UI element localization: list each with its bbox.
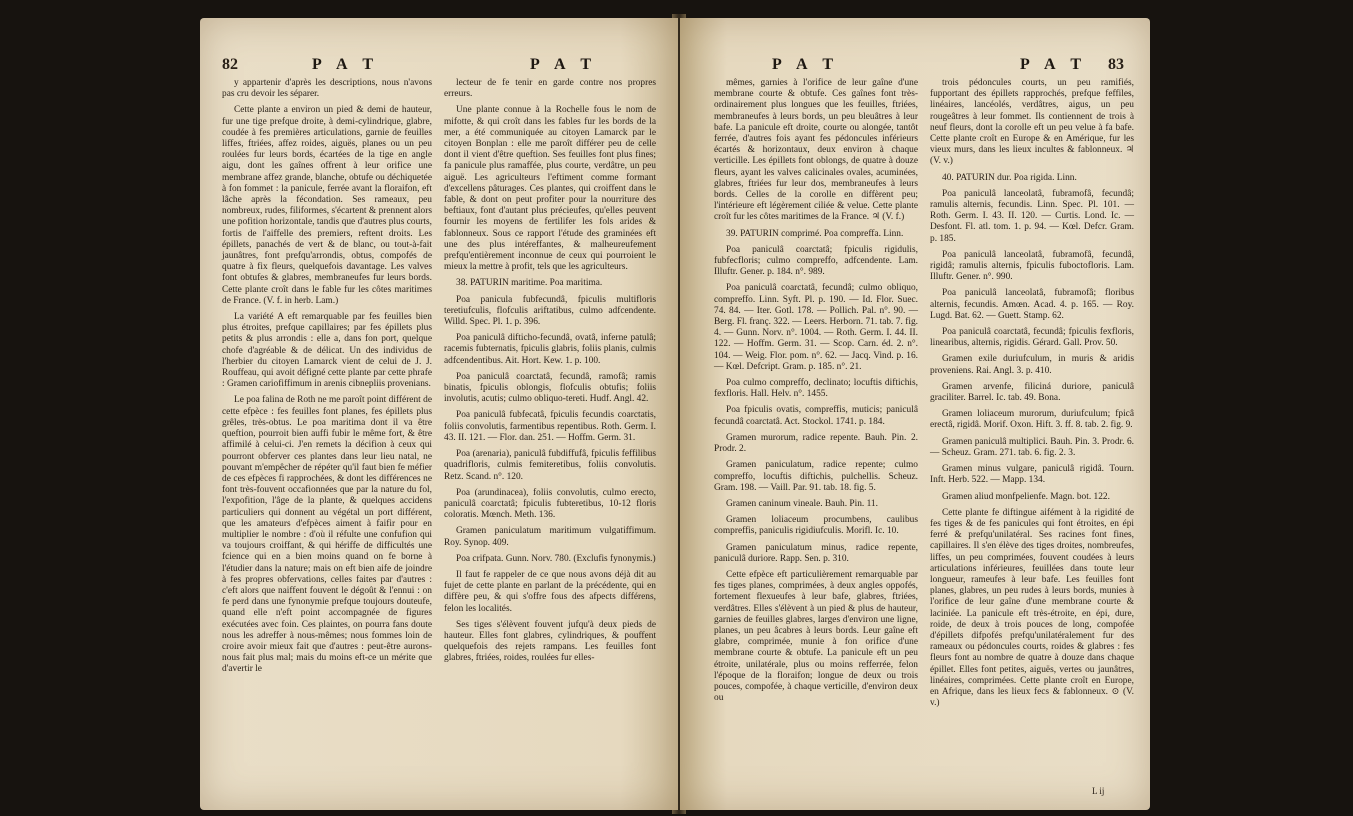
paragraph: Gramen paniculatum, radice repente; culmo compreffo, locuftis diftichis, pulchellis. Scheuz. Gram. 198. — Vaill. Par. 91. tab. 18. fig. 5. [714, 460, 918, 493]
paragraph: Poa (arenaria), paniculâ fubdiffufâ, fpiculis feffilibus quadrifloris, culmis femiteretibus, foliis convolutis. Retz. Scand. n°. 120. [444, 449, 656, 482]
paragraph: Gramen paniculatum maritimum vulgatiffimum. Roy. Synop. 409. [444, 526, 656, 548]
paragraph: Poa paniculâ coarctatâ; fpiculis rigidulis, fubfecfloris; culmo compreffo, adfcendente. Lam. Illuftr. Gener. p. 184. n°. 989. [714, 244, 918, 278]
paragraph: Gramen loliaceum procumbens, caulibus compreffis, paniculis rigidiufculis. Morifl. Ic. 10. [714, 515, 918, 537]
paragraph: Gramen arvenfe, filiciná duriore, paniculâ graciliter. Barrel. Ic. tab. 49. Bona. [930, 381, 1134, 404]
paragraph: Gramen paniculatum minus, radice repente, paniculâ duriore. Rapp. Sen. p. 310. [714, 542, 918, 564]
paragraph: Poa paniculâ difticho-fecundâ, ovatâ, inferne patulâ; racemis fubternatis, fpiculis glabris, foliis planis, culmis adfcendentibus. Ait. Hort. Kew. 1. p. 100. [444, 333, 656, 366]
right-folio: 83 [1108, 56, 1124, 73]
left-running-title-a: P A T [312, 56, 380, 73]
paragraph: La variété A eft remarquable par fes feuilles bien plus étroites, prefque capillaires; par fes épillets plus petits & plus arrondis : elle a, dans fon port, quelque chofe d'agréable & de délicat. Un des individus de l'herbier du citoyen Lamarck vient de celui de J. J. Rouffeau, qui avoit défigné cette plante par cette phrafe : Gramen cariofiffimum in arenis cibnepliis provenians. [222, 312, 432, 390]
paragraph: Poa paniculâ lanceolatâ, fubramofâ; floribus alternis, fecundis. Amœn. Acad. 4. p. 165. — Roy. Lugd. Bat. 62. — Guett. Stamp. 62. [930, 288, 1134, 321]
paragraph: Poa paniculâ coarctatâ, fecundâ, ramofâ; ramis binatis, fpiculis oblongis, flofculis obtufis; foliis involutis, acutis; culmo obliquo-tereti. Hudf. Angl. 42. [444, 371, 656, 405]
paragraph: Poa paniculâ coarctatâ, fecundâ; culmo obliquo, compreffo. Linn. Syft. Pl. p. 190. — Id. Flor. Suec. 74. 84. — Iter. Gotl. 178. — Pollich. Pal. n°. 90. — Berg. Fl. franç. 322. — Leers. Herborn. 71. tab. 7. fig. 4. — Gunn. Norv. n°. 1004. — Roth. Germ. I. 44. II. 122. — Hoffm. Germ. 31. — Scop. Carn. éd. 2. n°. 104. — Weig. Flor. pom. n°. 62. — Jacq. Vind. p. 16. — Kœl. Defcript. Gram. p. 185. n°. 21. [714, 283, 918, 372]
right-running-title-a: P A T [772, 56, 840, 73]
paragraph: Poa paniculâ coarctatâ, fecundâ; fpiculis fexfloris, linearibus, alternis, rigidis. Gérard. Gall. Prov. 50. [930, 327, 1134, 349]
paragraph: trois pédoncules courts, un peu ramifiés, fupportant des épillets rapprochés, prefque feffiles, linéaires, lancéolés, verdâtres, aigus, un peu rougeâtres à leur fommet. Ils contiennent de trois à neuf fleurs, dont la corolle eft un peu velue à fa bafe. Cette plante croît en Europe & en Amérique, fur les vieux murs, dans les lieux incultes & fablonneux. ♃ (V. v.) [930, 78, 1134, 167]
left-running-title-b: P A T [530, 56, 598, 73]
left-column-2 [444, 78, 656, 670]
right-page [680, 18, 1150, 810]
left-column-1 [222, 78, 432, 681]
right-running-title-b: P A T [1020, 56, 1088, 73]
right-column-2 [930, 78, 1134, 714]
signature-mark: L ij [1092, 786, 1105, 796]
paragraph: Poa paniculâ lanceolatâ, fubramofâ, fecundâ; ramulis alternis, fecundis. Linn. Spec. Pl. 101. — Roth. Germ. I. 43. II. 120. — Curtis. Lond. Ic. — Desfont. Fl. atl. tom. 1. p. 94. — Kœl. Defcr. Gram. p. 185. [930, 188, 1134, 244]
paragraph: Poa panicula fubfecundâ, fpiculis multifloris teretiufculis, flofculis ariftatibus, culmo adfcendente. Willd. Spec. Pl. 1. p. 396. [444, 294, 656, 328]
paragraph: Poa paniculâ fubfecatâ, fpiculis fecundis coarctatis, foliis convolutis, farmentibus repentibus. Roth. Germ. I. 43. II. 121. — Flor. dan. 251. — Hoffm. Germ. 31. [444, 410, 656, 443]
paragraph: Poa (arundinacea), foliis convolutis, culmo erecto, paniculâ coarctatâ; fpiculis fubteretibus, 10-12 floris coloratis. Mœnch. Meth. 136. [444, 487, 656, 521]
paragraph: Gramen caninum vineale. Bauh. Pin. 11. [726, 498, 878, 509]
paragraph: lecteur de fe tenir en garde contre nos propres erreurs. [444, 78, 656, 100]
right-column-1 [714, 78, 918, 709]
paragraph: Le poa falina de Roth ne me paroît point différent de cette efpèce : fes feuilles font planes, fes épillets plus grêles, très-obtus. Le poa maritima dont il va être queftion, pourroit bien auffi fubir le même fort, & être affimilé à celui-ci. J'en remets la décifion à ceux qui pourront obferver ces plantes dans leur lieu natal, ne pouvant m'empêcher de répéter qu'il faut bien fe méfier de ces efpèces fi rapprochées, & dont les différences ne font très-fouvent occafionnées que par la nature du fol, l'expofition, l'âge de la plante, & quelques accidens particuliers qui donnent au végétal un port différent, que les amateurs d'efpèces aiment à faifir pour en multiplier le nombre : d'où il réfulte une confufion qui va toujours croiffant, & qui hériffe de difficultés une fcience qui en a bien moins quand on fe borne à l'étudier dans la nature; mais on eft bien aife de joindre à fes propres obfervations, celles faites par d'autres : c'eft alors que naiffent fouvent le dégoût & l'ennui : on fe perd dans une fynonymie prefque toujours douteufe, quand elle n'eft point accompagnée de figures exécutées avec foin. Ces plaintes, on pourra fans doute nous les adreffer à nous-mêmes; nous fommes loin de croire avoir mieux fait que d'autres : peut-être aurons-nous fait plus mal; mais du moins eft-ce un mérite que d'avertir le [222, 395, 432, 675]
paragraph: 38. PATURIN maritime. Poa maritima. [456, 278, 603, 289]
paragraph: Il faut fe rappeler de ce que nous avons déjà dit au fujet de cette plante en parlant de la précédente, qui en diffère peu, & qui s'offre fous des afpects différens, felon les localités. [444, 569, 656, 614]
paragraph: mêmes, garnies à l'orifice de leur gaîne d'une membrane courte & obtufe. Ces gaînes font très-ordinairement plus longues que les feuilles, ftriées, membraneufes à leurs bords, un peu bleuâtres à leur bafe. La panicule eft droite, courte ou alongée, tantôt ferrée, d'autres fois ayant fes pédoncules inférieurs écartés & horizontaux, deux environ à chaque verticille. Les épillets font oblongs, de quatre à douze fleurs, ayant les valves calicinales ovales, acuminées, glabres, ftriées fur leur dos, membraneufes à leurs bords. Celles de la corolle en diffèrent peu; l'intérieure eft légèrement ciliée & velue. Cette plante croît fur les côtes maritimes de la France. ♃ (V. f.) [714, 78, 918, 223]
paragraph: Gramen minus vulgare, paniculâ rigidâ. Tourn. Inft. Herb. 522. — Mapp. 134. [930, 464, 1134, 486]
paragraph: Une plante connue à la Rochelle fous le nom de mifotte, & qui croît dans les fables fur les bords de la mer, a été communiquée au citoyen Lamarck par le citoyen Bonplan : elle me paroît différer peu de celle dont il vient d'être queftion. Ses feuilles font plus fines; fa panicule plus ramaffée, plus courte, verdâtre, un peu aiguë. Les agriculteurs l'eftiment comme formant d'excellens pâturages. Ces plantes, qui croiffent dans le fable, & dont on peut profiter pour la nourriture des beftiaux, font d'autant plus précieufes, qu'elles peuvent fournir les moyens de fertilifer les fols arides & fablonneux. Sous ce rapport l'étude des graminées eft une des plus intéreffantes, & malheureufement prefqu'entièrement inconnue de ceux qui pourroient le mieux la mettre à profit, tels que les agriculteurs. [444, 105, 656, 273]
paragraph: Poa culmo compreffo, declinato; locuftis diftichis, fexfloris. Hall. Helv. n°. 1455. [714, 378, 918, 400]
paragraph: 39. PATURIN comprimé. Poa compreffa. Linn. [726, 228, 904, 239]
paragraph: 40. PATURIN dur. Poa rigida. Linn. [942, 172, 1077, 183]
paragraph: Cette plante fe diftingue aifément à la rigidité de fes tiges & de fes panicules qui font étroites, en épi ferré & prefqu'unilatéral. Ses racines font fines, capillaires. Il s'en élève des tiges droites, nombreufes, liffes, un peu comprimées, fouvent coudées à leurs articulations inférieures, feuillées dans toute leur longueur, rameufes à leur bafe. Les feuilles font planes, glabres, un peu rudes à leurs bords, munies à l'orifice de leur gaîne d'une membrane courte & laciniée. La panicule eft très-étroite, en épi, dure, roide, de deux à trois pouces de long, compofée d'épillets difpofés prefqu'unilatéralement fur des rameaux ou pédoncules courts, roides & glabres : fes fleurs font au nombre de quatre à douze dans chaque épillet. Elles font petites, aiguës, vertes ou jaunâtres, linéaires, comprimées. Cette plante croît en Europe, en Afrique, dans les lieux fecs & fablonneux. ⊙ (V. v.) [930, 507, 1134, 709]
paragraph: Gramen exile duriufculum, in muris & aridis proveniens. Rai. Angl. 3. p. 410. [930, 354, 1134, 376]
paragraph: Gramen murorum, radice repente. Bauh. Pin. 2. Prodr. 2. [714, 432, 918, 455]
paragraph: Poa paniculâ lanceolatâ, fubramofâ, fecundâ, rigidâ; ramulis alternis, fpiculis fuboctofloris. Lam. Illuftr. Gener. n°. 990. [930, 249, 1134, 283]
paragraph: Ses tiges s'élèvent fouvent jufqu'à deux pieds de hauteur. Elles font glabres, cylindriques, & pouffent quelquefois des rejets rampans. Les feuilles font glabres, ftriées, roides, roulées fur elles- [444, 619, 656, 664]
paragraph: Gramen aliud monfpelienfe. Magn. bot. 122. [942, 491, 1110, 502]
paragraph: Cette plante a environ un pied & demi de hauteur, fur une tige prefque droite, à demi-cylindrique, glabre, coudée à fes premières articulations, garnie de feuilles liffes, ftriées, affez roides, aiguës, planes ou un peu roulées fur leurs bords, écartées de la tige en angle aigu, dont les gaînes offrent à leur orifice une membrane affez grande, blanche, obtufe ou déchiquetée à fon fommet : la panicule, ferrée avant la floraifon, eft lâche après la fécondation. Ses rameaux, peu nombreux, rudes, filiformes, s'écartent & prennent alors une pofition horizontale, tandis que d'autres plus courts, fortis de l'aiffelle des premiers, reftent droits. Les épillets, panachés de vert & de blanc, ou tout-à-fait jaunâtres, font prefqu'arrondis, obtus, compofés de quatre à fix fleurs, quelquefois davantage. Les valves font obtufes & glabres, membraneufes fur leurs bords. Cette plante croît dans le fable fur les côtes maritimes de France. (V. f. in herb. Lam.) [222, 105, 432, 306]
paragraph: Poa fpiculis ovatis, compreffis, muticis; paniculâ fecundâ coarctatâ. Act. Stockol. 1741. p. 184. [714, 405, 918, 427]
paragraph: Cette efpèce eft particulièrement remarquable par fes tiges planes, comprimées, à deux angles oppofés, fortement flexueufes à leur bafe, glabres, ftriées, verdâtres. Elles s'élèvent à un pied & plus de hauteur, garnies de feuilles glabres, larges d'environ une ligne, planes, un peu âcabres à leurs bords. Leur gaîne eft glabre, comprimée, munie à fon orifice d'une membrane courte & obtufe. La panicule eft un peu étroite, unilatérale, plus ou moins refferrée, felon l'époque de la floraifon; longue de deux ou trois pouces, compofée, à chaque verticille, d'environ deux ou [714, 569, 918, 704]
paragraph: y appartenir d'après les descriptions, nous n'avons pas cru devoir les séparer. [222, 78, 432, 100]
paragraph: Gramen loliaceum murorum, duriufculum; fpicâ erectâ, rigidâ. Morif. Oxon. Hift. 3. ff. 8. tab. 2. fig. 9. [930, 409, 1134, 431]
left-folio: 82 [222, 56, 238, 73]
left-page [200, 18, 678, 810]
paragraph: Gramen paniculâ multiplici. Bauh. Pin. 3. Prodr. 6. — Scheuz. Gram. 271. tab. 6. fig. 2. 3. [930, 436, 1134, 458]
paragraph: Poa crifpata. Gunn. Norv. 780. (Exclufis fynonymis.) [456, 553, 656, 564]
